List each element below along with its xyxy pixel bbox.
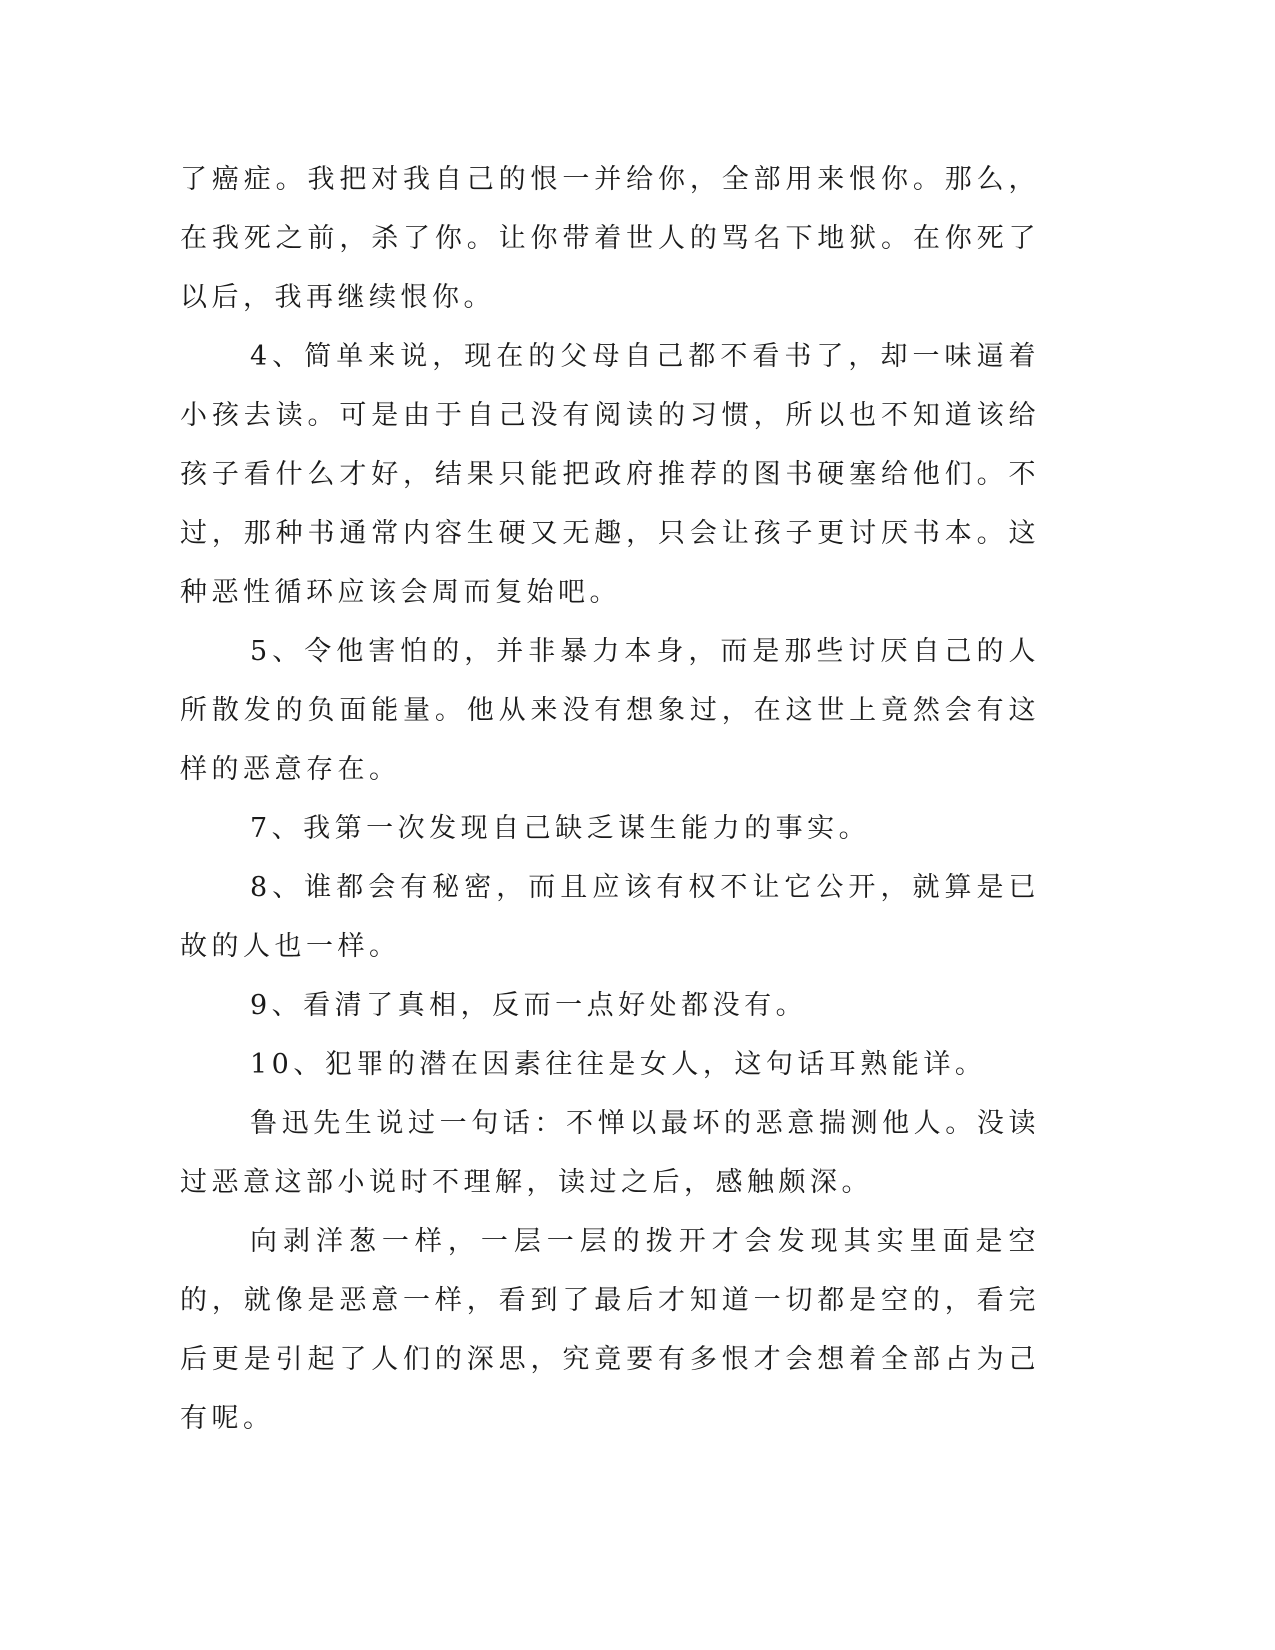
paragraph-item-5: 5、令他害怕的，并非暴力本身，而是那些讨厌自己的人所散发的负面能量。他从来没有想象过，在这世上竟然会有这样的恶意存在。 <box>180 636 1040 785</box>
paragraph-continuation: 了癌症。我把对我自己的恨一并给你，全部用来恨你。那么，在我死之前，杀了你。让你带着世人的骂名下地狱。在你死了以后，我再继续恨你。 <box>180 164 1040 313</box>
paragraph-item-10: 10、犯罪的潜在因素往往是女人，这句话耳熟能详。 <box>250 1049 987 1080</box>
paragraph-item-9: 9、看清了真相，反而一点好处都没有。 <box>250 990 808 1021</box>
document-body <box>180 150 1040 1448</box>
paragraph-item-7: 7、我第一次发现自己缺乏谋生能力的事实。 <box>250 813 871 844</box>
paragraph-item-8: 8、谁都会有秘密，而且应该有权不让它公开，就算是已故的人也一样。 <box>180 872 1040 962</box>
paragraph-item-4: 4、简单来说，现在的父母自己都不看书了，却一味逼着小孩去读。可是由于自己没有阅读的习惯，所以也不知道该给孩子看什么才好，结果只能把政府推荐的图书硬塞给他们。不过，那种书通常内容生硬又无趣，只会让孩子更讨厌书本。这种恶性循环应该会周而复始吧。 <box>180 341 1040 608</box>
paragraph-lu-xun-quote: 鲁迅先生说过一句话：不惮以最坏的恶意揣测他人。没读过恶意这部小说时不理解，读过之后，感触颇深。 <box>180 1108 1040 1198</box>
paragraph-onion-reflection: 向剥洋葱一样，一层一层的拨开才会发现其实里面是空的，就像是恶意一样，看到了最后才知道一切都是空的，看完后更是引起了人们的深思，究竟要有多恨才会想着全部占为己有呢。 <box>180 1226 1040 1434</box>
